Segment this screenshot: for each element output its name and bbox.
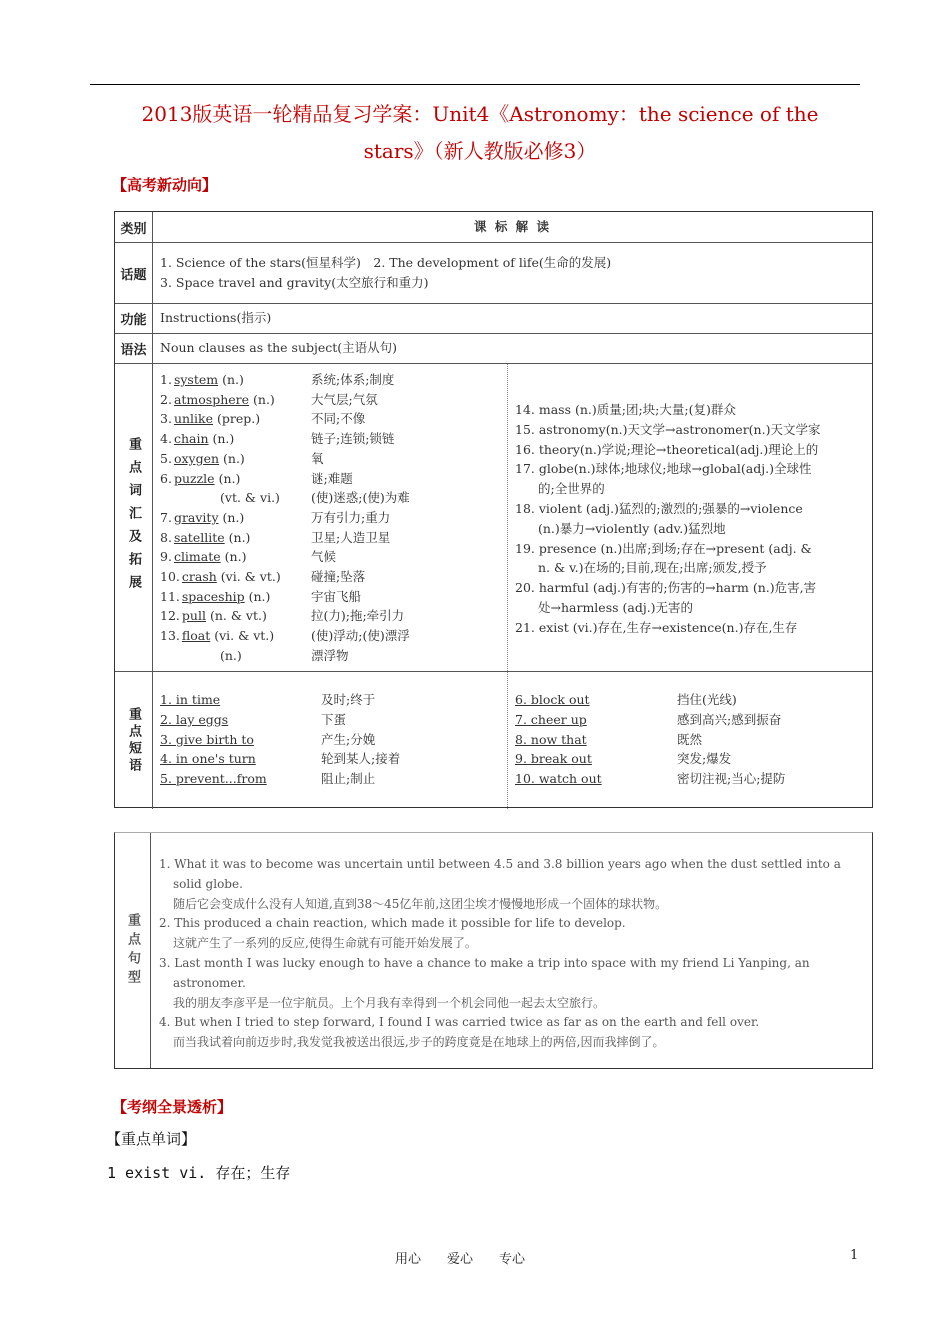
vocab-pos: (n.) [222,372,244,387]
vocab-number: 3. [160,411,172,427]
title-line-1: 2013版英语一轮精品复习学案：Unit4《Astronomy：the science of the [141,102,819,126]
sentence-line: 3. Last month I was lucky enough to have a chance to make a trip into space with my friend Li Yanping, an [159,956,810,970]
vocab-word: gravity [173,509,219,525]
vocab-number: 6. [160,470,172,486]
vocab-word: unlike [173,411,214,427]
vocab-pos: (n.) [222,509,245,525]
header-category: 类别 [115,212,153,242]
top-rule [90,84,860,85]
vocab-word: puzzle [173,470,215,486]
vocab-derivation: 17. globe(n.)球体;地球仪;地球→global(adj.)全球性 [515,461,812,477]
topic-line-2: 3. Space travel and gravity(太空旅行和重力) [160,275,429,290]
phrase-item: 3. give birth to [160,731,254,747]
vocab-row [115,364,872,672]
vocab-derivation: 15. astronomy(n.)天文学→astronomer(n.)天文学家 [515,421,821,437]
vocab-item [160,409,260,429]
phrase-item: 1. in time [160,692,221,707]
sentence-line: 而当我试着向前迈步时,我发觉我被送出很远,步子的跨度竟是在地球上的两倍,因而我摔倒了。 [173,1035,665,1050]
phrase-column-divider [507,672,508,809]
topic-row [115,243,872,304]
grammar-row [115,334,872,364]
vocab-word: atmosphere [173,391,250,407]
vocab-meaning: (使)浮动;(使)漂浮 [311,628,410,644]
vocab-pos: (vi. & vt.) [220,569,281,584]
phrase-item: 5. prevent...from [160,771,267,787]
vocab-derivation: 的;全世界的 [538,481,605,497]
vocab-word: climate [173,549,221,565]
phrase-item: 4. in one's turn [160,751,256,767]
phrase-meaning: 感到高兴;感到振奋 [677,711,782,727]
phrase-item: 9. break out [515,751,592,767]
section-heading-trends: 【高考新动向】 [112,176,218,194]
vocab-pos: (n.) [218,470,241,486]
topic-line-1: 1. Science of the stars(恒星科学) 2. The development of life(生命的发展) [160,255,612,270]
vocab-pos: (vt. & vi.) [220,490,280,506]
vocab-derivation: 19. presence (n.)出席;到场;存在→present (adj. & [515,540,812,556]
curriculum-table [114,211,873,808]
page-title [100,96,860,170]
header-main: 课 标 解 读 [473,219,552,234]
phrase-meaning: 挡住(光线) [677,692,737,707]
vocab-word: system [173,372,219,387]
vocab-pos: (prep.) [217,411,261,427]
phrase-meaning: 产生;分娩 [321,731,376,747]
sentence-line: 这就产生了一系列的反应,使得生命就有可能开始发展了。 [173,936,477,951]
vocab-derivation: 21. exist (vi.)存在,生存→existence(n.)存在,生存 [515,619,798,635]
sentence-line: 2. This produced a chain reaction, which made it possible for life to develop. [159,916,626,931]
vocab-word: crash [181,569,217,584]
sentence-table [114,832,873,1069]
function-label: 功能 [115,304,153,333]
phrase-row [115,672,872,809]
vocab-item [160,429,234,449]
phrase-meaning: 轮到某人;接着 [321,751,401,767]
vocab-number: 7. [160,509,172,525]
vocab-word: pull [181,608,206,624]
section-heading-key-words: 【重点单词】 [106,1130,197,1148]
vocab-derivation: 18. violent (adj.)猛烈的;激烈的;强暴的→violence [515,501,803,516]
sentence-line: solid globe. [173,876,243,891]
vocab-item [160,606,267,626]
vocab-item [160,390,275,410]
vocab-pos: (n.) [224,549,247,565]
vocab-pos: (n.) [220,647,242,663]
phrase-item: 7. cheer up [515,711,587,727]
vocab-meaning: 系统;体系;制度 [311,372,395,387]
vocab-derivation: 14. mass (n.)质量;团;块;大量;(复)群众 [515,402,736,417]
vocab-item [160,449,245,469]
vocab-item [160,626,274,646]
vocab-number: 10. [160,569,180,584]
phrase-item: 8. now that [515,731,587,747]
vocab-meaning: 拉(力);拖;牵引力 [311,608,405,624]
vocab-number: 13. [160,628,180,644]
table-header-row [115,212,872,243]
vocab-meaning: 气候 [311,549,337,565]
vocab-meaning: (使)迷惑;(使)为难 [311,490,410,506]
sentence-line: 1. What it was to become was uncertain until between 4.5 and 3.8 billion years ago when the dust settled into a [159,857,841,871]
phrase-item: 10. watch out [515,771,602,787]
vocab-item [160,469,240,489]
vocab-pos: (n.) [212,431,235,447]
phrase-meaning: 阻止;制止 [321,771,376,787]
vocab-item [160,528,250,548]
vocab-derivation: n. & v.)在场的;目前,现在;出席;颁发,授予 [538,560,767,576]
vocab-number: 5. [160,450,172,466]
phrase-meaning: 下蛋 [321,711,347,727]
vocab-pos: (n. & vt.) [209,608,267,624]
sentence-label: 重点句型 [125,912,140,989]
function-text: Instructions(指示) [160,310,272,325]
vocab-pos: (vi. & vt.) [214,628,275,644]
vocab-word: chain [173,431,209,447]
footer-motto: 用心 爱心 专心 [394,1252,525,1267]
vocab-meaning: 氧 [311,450,324,466]
vocab-word: satellite [173,529,225,545]
page-number: 1 [850,1248,859,1263]
sentence-line: 我的朋友李彦平是一位宇航员。上个月我有幸得到一个机会同他一起去太空旅行。 [173,995,606,1010]
sentence-label-cell [115,833,151,1068]
phrase-meaning: 及时;终于 [321,692,376,707]
vocab-pos: (n.) [228,529,251,545]
vocab-item [160,567,281,587]
title-line-2: stars》（新人教版必修3） [363,139,597,163]
sentence-line: 4. But when I tried to step forward, I found I was carried twice as far as on the earth and fell over. [159,1015,760,1030]
grammar-label: 语法 [115,334,153,363]
vocab-pos: (n.) [248,588,271,604]
phrase-label-cell [115,672,153,809]
vocab-item [160,508,244,528]
vocab-item [160,370,244,390]
vocab-label-cell [115,364,153,671]
key-word-item-1: 1 exist vi. 存在；生存 [107,1164,291,1182]
vocab-word: spaceship [181,588,245,604]
vocab-number: 9. [160,549,172,565]
vocab-meaning: 链子;连锁;锁链 [311,431,395,447]
vocab-derivation: 处→harmless (adj.)无害的 [538,600,694,615]
vocab-pos: (n.) [253,391,275,407]
vocab-item [160,547,246,567]
vocab-meaning: 不同;不像 [311,411,366,427]
phrase-meaning: 突发;爆发 [677,751,732,767]
vocab-number: 2. [160,391,172,407]
vocab-derivation: (n.)暴力→violently (adv.)猛烈地 [538,520,726,536]
vocab-column-divider [507,364,508,671]
vocab-item [160,646,242,666]
phrase-label: 重点短语 [126,706,141,775]
vocab-meaning: 宇宙飞船 [311,588,362,604]
vocab-word: oxygen [173,450,220,466]
vocab-number: 11. [160,588,180,604]
phrase-meaning: 既然 [677,731,703,747]
phrase-item: 6. block out [515,692,590,707]
phrase-item: 2. lay eggs [160,711,229,727]
grammar-text: Noun clauses as the subject(主语从句) [160,340,398,355]
function-row [115,304,872,334]
vocab-number: 4. [160,431,172,447]
vocab-number: 1. [160,372,172,387]
vocab-meaning: 漂浮物 [311,647,349,663]
vocab-derivation: 20. harmful (adj.)有害的;伤害的→harm (n.)危害,害 [515,580,817,596]
vocab-meaning: 碰撞;坠落 [311,569,366,584]
sentence-line: astronomer. [173,975,246,990]
vocab-number: 12. [160,608,180,624]
vocab-meaning: 卫星;人造卫星 [311,529,391,545]
sentence-line: 随后它会变成什么没有人知道,直到38～45亿年前,这团尘埃才慢慢地形成一个固体的球状物。 [173,896,668,911]
vocab-item [160,587,270,607]
vocab-meaning: 大气层;气氛 [311,391,378,407]
section-heading-analysis: 【考纲全景透析】 [112,1098,233,1116]
vocab-label: 重点词汇及拓展 [126,437,141,598]
vocab-derivation: 16. theory(n.)学说;理论→theoretical(adj.)理论上的 [515,441,819,457]
phrase-meaning: 密切注视;当心;提防 [677,771,786,787]
vocab-pos: (n.) [223,450,245,466]
vocab-meaning: 万有引力;重力 [311,509,391,525]
topic-label: 话题 [115,243,153,303]
vocab-item [160,488,280,508]
vocab-meaning: 谜;难题 [311,470,353,486]
vocab-word: float [181,628,211,644]
vocab-number: 8. [160,529,172,545]
